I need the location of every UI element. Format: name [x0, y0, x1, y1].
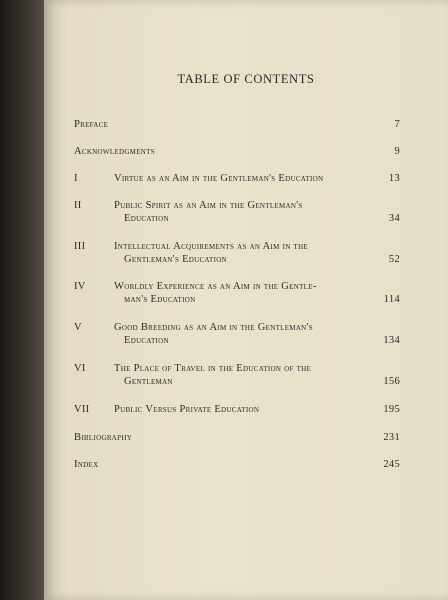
chapter-title-line1: Public Versus Private Education — [114, 404, 260, 415]
chapter-title-line1: Intellectual Acquirements as an Aim in the — [114, 241, 309, 252]
toc-entry-page: 231 — [383, 432, 400, 443]
chapter-title-line1: Good Breeding as an Aim in the Gentleman's — [114, 322, 313, 333]
toc-entry-page: 7 — [394, 119, 400, 130]
chapter-page: 134 — [383, 335, 400, 346]
chapter-numeral: II — [74, 200, 82, 211]
chapter-numeral: VII — [74, 404, 90, 415]
chapter-page: 52 — [388, 254, 400, 265]
chapter-page: 195 — [383, 404, 400, 415]
toc-entry-page: 9 — [394, 146, 400, 157]
chapter-page: 114 — [383, 294, 400, 305]
chapter-numeral: III — [74, 241, 86, 252]
toc-entry-label: Acknowledgments — [74, 146, 155, 157]
chapter-title-line2: Gentleman — [124, 376, 173, 387]
chapter-title-line1: Worldly Experience as an Aim in the Gentle- — [114, 281, 317, 292]
chapter-page: 34 — [388, 213, 400, 224]
chapter-numeral: I — [74, 173, 78, 184]
chapter-title-line1: The Place of Travel in the Education of the — [114, 363, 312, 374]
toc-entry-label: Bibliography — [74, 432, 133, 443]
toc-entry-page: 245 — [383, 459, 400, 470]
chapter-title — [114, 403, 376, 416]
toc-entry-label: Index — [74, 459, 99, 470]
toc-entry-label: Preface — [74, 119, 109, 130]
chapter-title-line2: Education — [124, 335, 169, 346]
chapter-title — [114, 199, 376, 225]
chapter-title — [114, 362, 376, 388]
chapter-title-line1: Public Spirit as an Aim in the Gentleman's — [114, 200, 303, 211]
chapter-title — [114, 240, 376, 266]
chapter-title-line1: Virtue as an Aim in the Gentleman's Education — [114, 173, 324, 184]
page-title: TABLE OF CONTENTS — [177, 72, 315, 86]
chapter-title — [114, 280, 376, 306]
chapter-numeral: IV — [74, 281, 86, 292]
book-gutter — [0, 0, 46, 600]
chapter-title-line2: man's Education — [124, 294, 196, 305]
book-page — [44, 0, 448, 600]
chapter-title — [114, 172, 376, 185]
chapter-numeral: VI — [74, 363, 86, 374]
chapter-title-line2: Gentleman's Education — [124, 254, 227, 265]
chapter-page: 156 — [383, 376, 400, 387]
chapter-title — [114, 321, 376, 347]
chapter-title-line2: Education — [124, 213, 169, 224]
chapter-page: 13 — [388, 173, 400, 184]
chapter-numeral: V — [74, 322, 82, 333]
